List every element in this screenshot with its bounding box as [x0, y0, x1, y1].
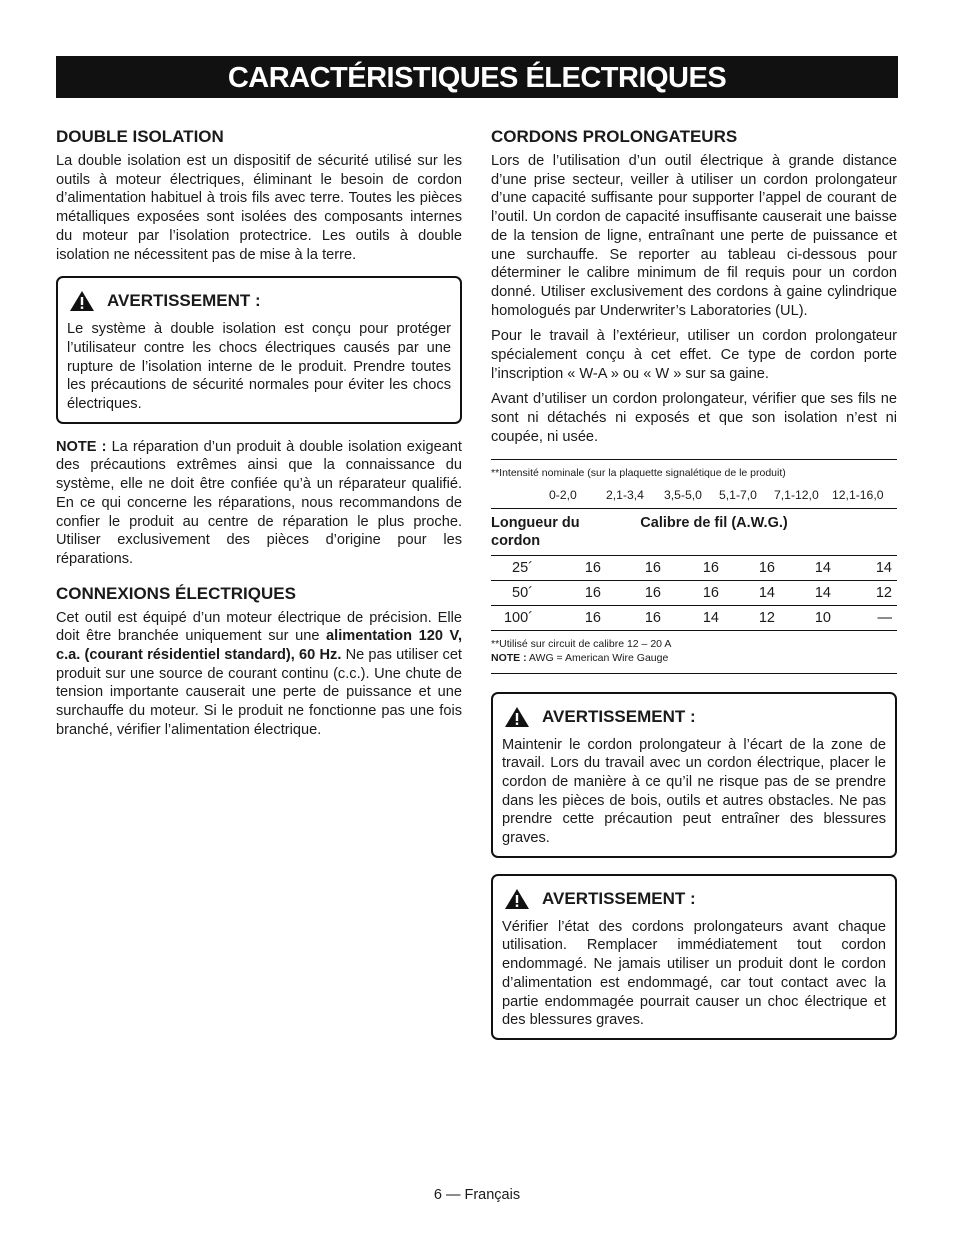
connexions-body-bold: alimentation 120 V, c.a. (courant résidentiel standard), 60 Hz.	[56, 628, 463, 664]
table-foot-2	[491, 651, 897, 665]
connexions-body-b: Ne pas utiliser cet produit sur une source de courant continu (c.c.). Une chute de tension importante causerait une perte de puissance et une surchauffe du moteur. Si le produit ne fonctionne pas une fois branché, vérifier l’alimentation électrique.	[56, 647, 462, 738]
note-body: La réparation d’un produit à double isolation exigeant des précautions extrêmes ainsi que la connaissance du système, elle ne doit être confiée qu’à un réparateur qualifié. En ce qui concerne les réparations, nous recommandons de confier le produit au centre de réparation le plus proche. Utiliser exclusivement des pièces d’origine pour les réparations.	[56, 438, 462, 567]
cell: 16	[702, 584, 719, 601]
warning-triangle-icon	[69, 290, 95, 312]
amp-range	[491, 488, 549, 502]
warning-title-text-1: AVERTISSEMENT :	[107, 291, 261, 311]
page-footer: 6 — Français	[433, 1187, 521, 1203]
cell: 16	[584, 584, 601, 601]
cell: —	[877, 609, 892, 626]
cell: 50´	[512, 584, 533, 601]
table-row	[491, 580, 897, 605]
cordons-p2: Pour le travail à l’extérieur, utiliser un cordon prolongateur spécialement conçu à cet effet. Ce type de cordon porte l’inscription « W-A » ou « W » sur sa gaine.	[491, 328, 897, 382]
amp-range: 7,1-12,0	[774, 487, 819, 502]
amp-ranges-row	[491, 488, 897, 502]
amp-range: 3,5-5,0	[664, 487, 702, 502]
cell: 14	[814, 559, 831, 576]
cordons-p3: Avant d’utiliser un cordon prolongateur, vérifier que ses fils ne sont ni détachés ni exposés et que son isolation n’est ni coupée, ni usée.	[491, 391, 897, 445]
cell: 100´	[503, 609, 533, 626]
note-label: NOTE :	[56, 438, 107, 455]
right-column	[491, 126, 897, 1040]
cell: 12	[758, 609, 775, 626]
cell: 16	[584, 609, 601, 626]
warning-title-text-3: AVERTISSEMENT :	[542, 888, 696, 908]
cell: 25´	[512, 559, 533, 576]
warning-triangle-icon	[504, 888, 530, 910]
warning-body-2: Maintenir le cordon prolongateur à l’écart de la zone de travail. Lors du travail avec un cordon électrique, placer le cordon de manière à ce qu’il ne risque pas de se prendre dans les pièces de bois, outils et autres obstacles. Ne pas prendre cette précaution peut entraîner des blessures graves.	[502, 736, 886, 847]
warning-body-3: Vérifier l’état des cordons prolongateurs avant chaque utilisation. Remplacer immédiatement tout cordon endommagé. Ne jamais utiliser un produit dont le cordon d’alimentation est endommagé, car tout contact avec la partie endommagée pourrait causer un choc électrique et des blessures graves.	[502, 918, 886, 1029]
amp-range: 2,1-3,4	[606, 487, 644, 502]
cell: 16	[644, 584, 661, 601]
double-isolation-heading: DOUBLE ISOLATION	[56, 127, 224, 146]
left-column	[56, 126, 462, 747]
warning-triangle-icon	[504, 706, 530, 728]
warning-body-1: Le système à double isolation est conçu pour protéger l’utilisateur contre les chocs électriques causés par une rupture de l’isolation interne de le produit. Prendre toutes les précautions de sécurité normales pour éviter les chocs électriques.	[67, 321, 451, 413]
cell: 16	[644, 609, 661, 626]
note-paragraph	[56, 438, 462, 569]
cell: 14	[702, 609, 719, 626]
cell: 16	[644, 559, 661, 576]
table-foot-note-label: NOTE :	[491, 651, 527, 664]
warning-box-3	[491, 874, 897, 1040]
cell: 16	[702, 559, 719, 576]
cell: 14	[758, 584, 775, 601]
warning-box-1	[56, 276, 462, 424]
header-length: Longueur du cordon	[491, 514, 580, 549]
warning-title-3	[504, 888, 886, 910]
amp-range: 12,1-16,0	[832, 487, 884, 502]
table-top-note: **Intensité nominale (sur la plaquette signalétique de le produit)	[491, 466, 786, 479]
warning-title-text-2: AVERTISSEMENT :	[542, 706, 696, 726]
double-isolation-body: La double isolation est un dispositif de sécurité utilisé sur les outils à moteur électriques, éliminant le besoin de cordon d’alimentation habituel à trois fils avec terre. Toutes les pièces métalliques exposées sont isolées des composants internes du moteur par l’isolation protectrice. Les outils à double isolation ne nécessitent pas de mise à la terre.	[56, 153, 462, 263]
connexions-body	[56, 609, 462, 740]
cell: 16	[758, 559, 775, 576]
cell: 12	[875, 584, 892, 601]
cell: 10	[814, 609, 831, 626]
cordons-heading: CORDONS PROLONGATEURS	[491, 127, 738, 146]
table-row	[491, 555, 897, 580]
connexions-heading: CONNEXIONS ÉLECTRIQUES	[56, 583, 296, 603]
amp-range: 0-2,0	[549, 487, 577, 502]
warning-title-1	[69, 290, 451, 312]
page-title: CARACTÉRISTIQUES ÉLECTRIQUES	[56, 56, 898, 98]
wire-gauge-table	[491, 459, 897, 674]
table-foot-note-text: AWG = American Wire Gauge	[526, 651, 669, 664]
table-header	[491, 508, 897, 550]
warning-title-2	[504, 706, 886, 728]
header-gauge: Calibre de fil (A.W.G.)	[640, 514, 788, 531]
cell: 14	[814, 584, 831, 601]
cell: 16	[584, 559, 601, 576]
warning-box-2	[491, 692, 897, 858]
cell: 14	[875, 559, 892, 576]
table-row	[491, 605, 897, 631]
table-foot-1: **Utilisé sur circuit de calibre 12 – 20 A	[491, 637, 672, 650]
connexions-body-a: Cet outil est équipé d’un moteur électrique de précision. Elle doit être branchée uniquement sur une	[56, 609, 462, 645]
cordons-p1: Lors de l’utilisation d’un outil électrique à grande distance d’une prise secteur, veiller à utiliser un cordon prolongateur d’une capacité suffisante pour supporter l’appel de courant de l’outil. Un cordon de capacité insuffisante causerait une baisse de la tension de ligne, entraînant une perte de puissance et une surchauffe. Se reporter au tableau ci-dessous pour déterminer le calibre minimum de fil requis pour un cordon donné. Utiliser exclusivement des cordons à gaine cylindrique homologués par Underwriter’s Laboratories (UL).	[491, 153, 897, 319]
amp-range: 5,1-7,0	[719, 487, 757, 502]
